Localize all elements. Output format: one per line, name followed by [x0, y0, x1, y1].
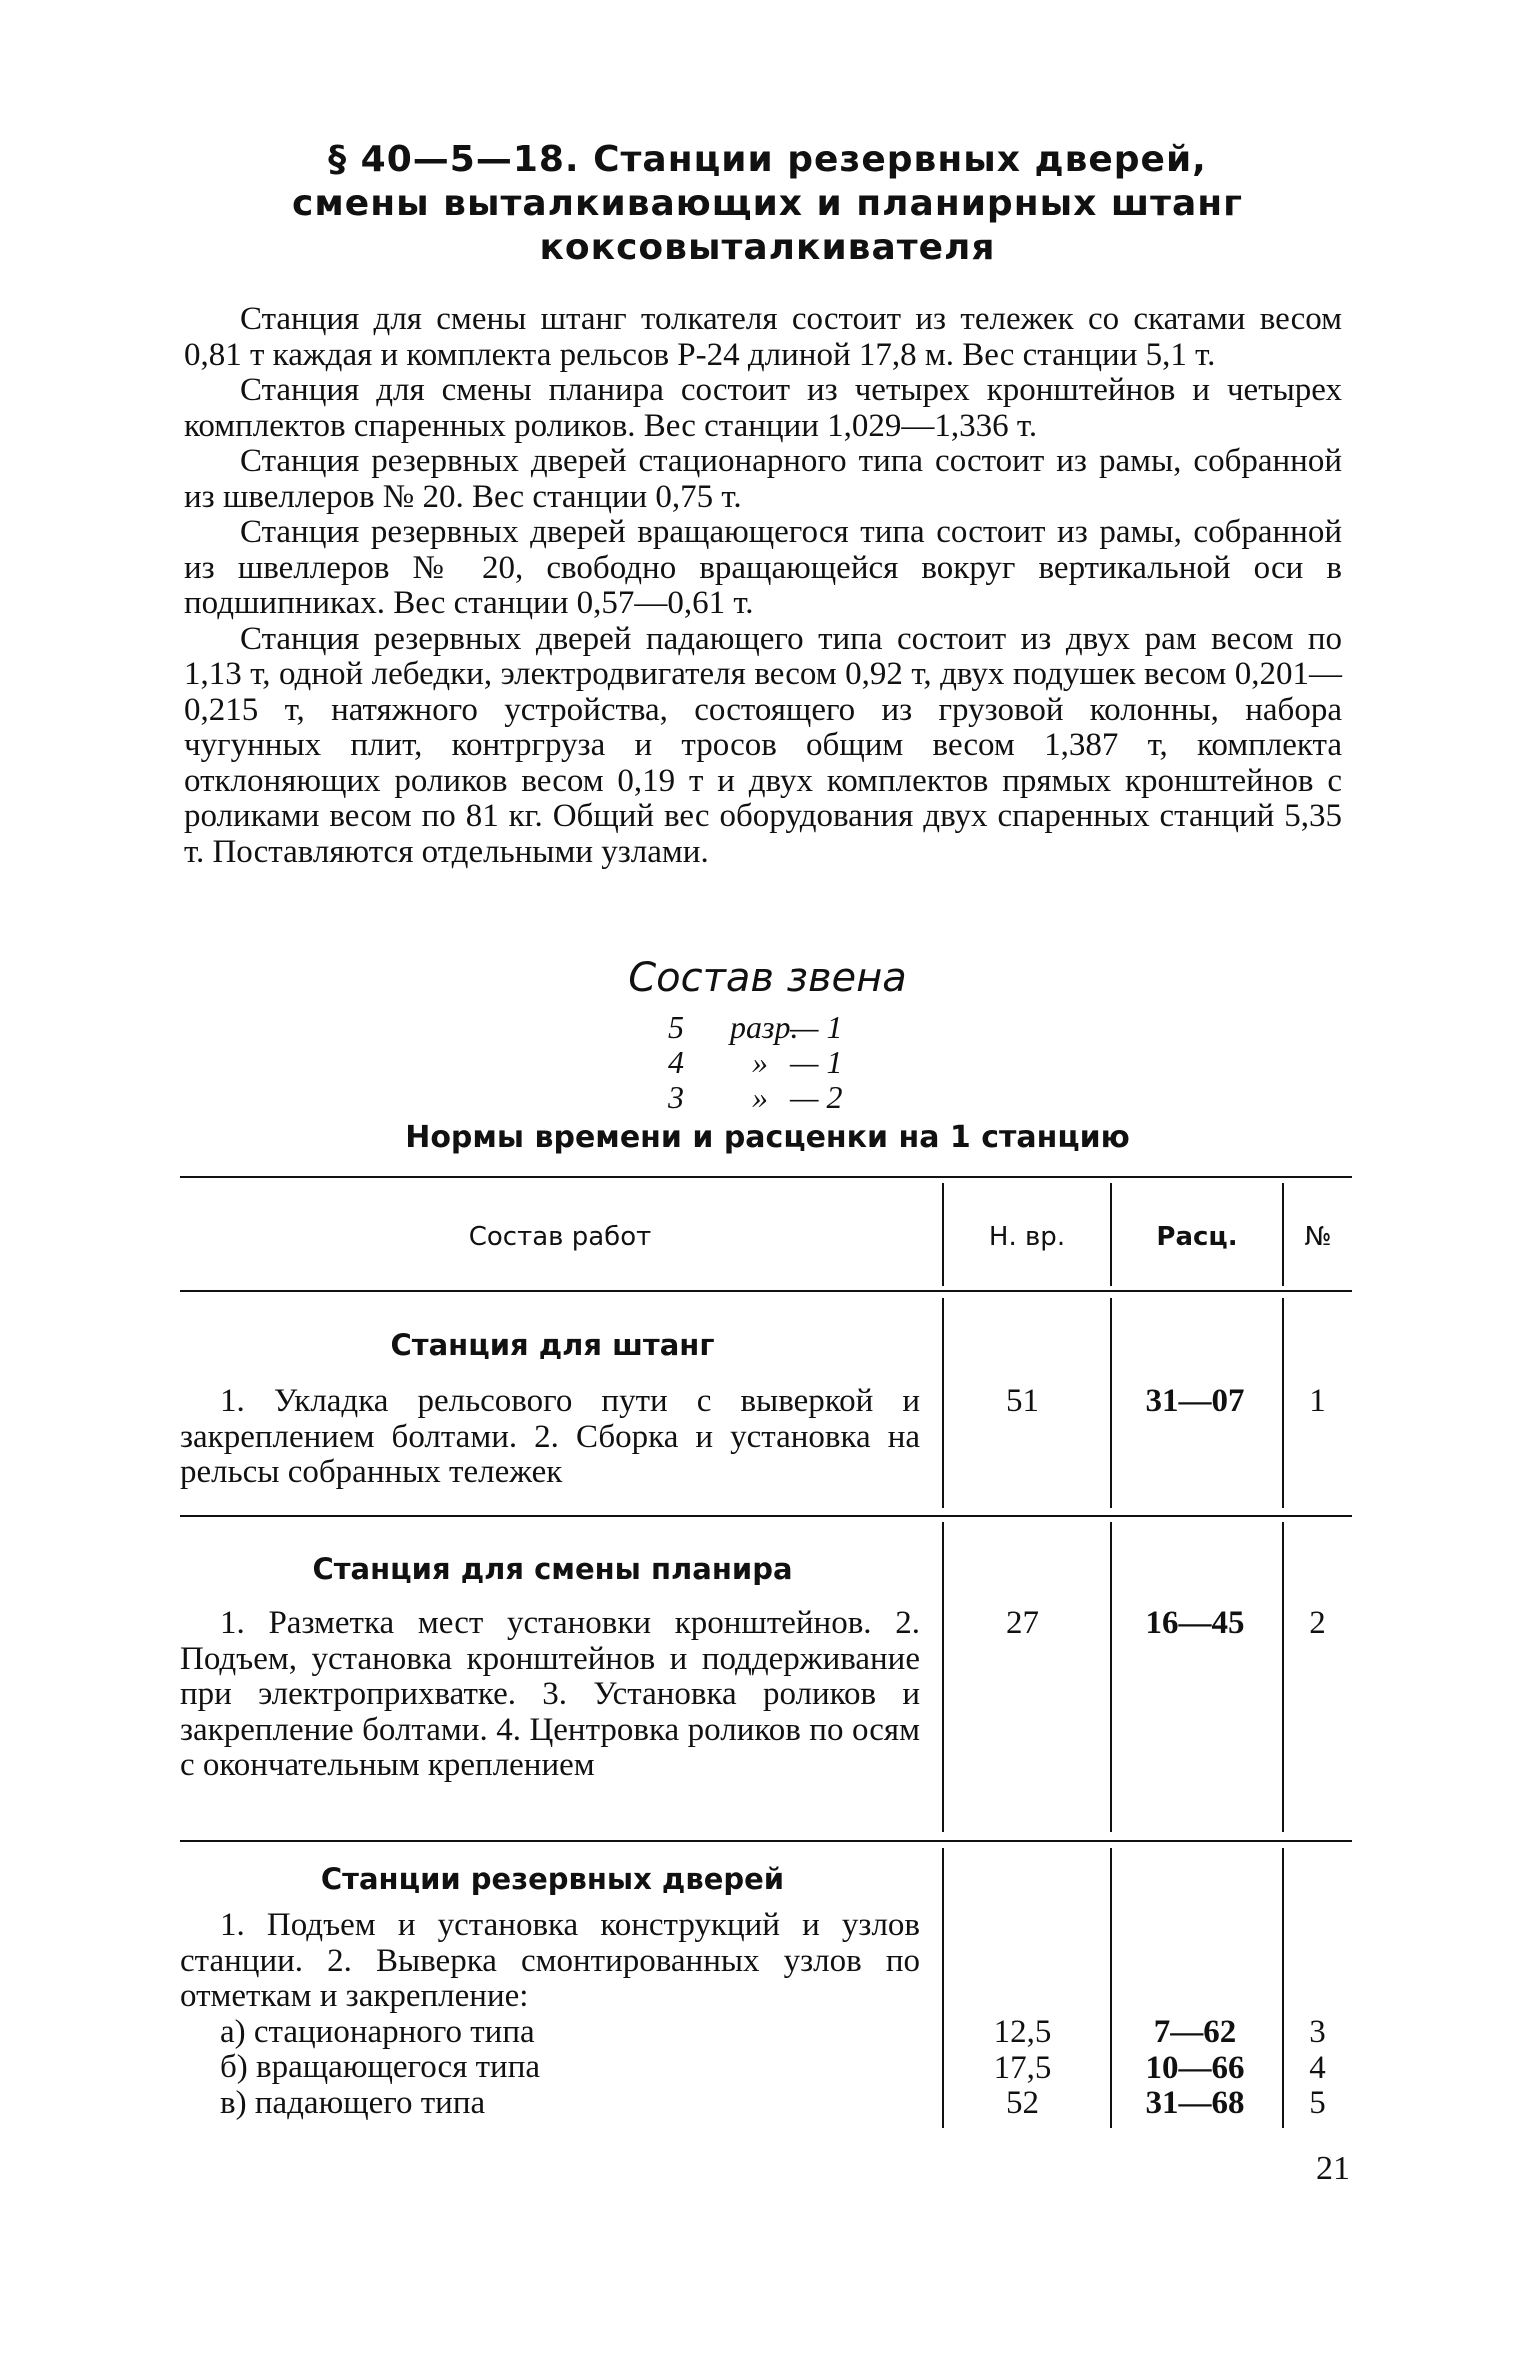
column-rule — [1282, 1848, 1284, 2128]
paragraph: Станция резервных дверей вращающегося типа состоит из рамы, собранной из швеллеров № 20, свободно вращающейся вокруг вертикальной оси в подшипниках. Вес станции 0,57—0,61 т. — [184, 514, 1342, 621]
crew-label: » — [752, 1044, 768, 1080]
column-rule — [942, 1522, 944, 1832]
work-text: 1. Подъем и установка конструкций и узлов станции. 2. Выверка смонтированных узлов по отметкам и закрепление: — [180, 1907, 920, 2014]
row-number-value: 3 — [1309, 2014, 1326, 2050]
section-title — [180, 138, 1355, 270]
crew-title: Состав звена — [628, 955, 907, 1001]
crew-count: — 1 — [790, 1009, 843, 1045]
header-no: № — [1304, 1222, 1332, 1252]
crew-label: разр. — [730, 1009, 799, 1045]
crew-label: » — [752, 1079, 768, 1115]
row-number-value: 4 — [1309, 2049, 1326, 2086]
crew-row — [668, 1080, 888, 1115]
section-heading: Станции резервных дверей — [320, 1862, 785, 1896]
crew-list — [668, 1010, 888, 1115]
column-rule — [1110, 1522, 1112, 1832]
crew-count: — 2 — [790, 1079, 843, 1115]
section-heading: Станция для смены планира — [312, 1552, 793, 1586]
time-norm-value: 12,5 — [993, 2014, 1052, 2050]
crew-row — [668, 1010, 888, 1045]
work-description — [180, 1908, 920, 2121]
header-work: Состав работ — [468, 1222, 652, 1252]
work-description — [180, 1384, 920, 1491]
page-number: 21 — [1316, 2150, 1350, 2187]
norms-title: Нормы времени и расценки на 1 станцию — [405, 1120, 1130, 1155]
price: 16—45 — [1145, 1605, 1245, 1641]
price — [1110, 2015, 1280, 2122]
column-rule — [1282, 1522, 1284, 1832]
title-line-1: § 40—5—18. Станции резервных дверей, — [328, 139, 1207, 180]
section-heading: Станция для штанг — [390, 1328, 715, 1362]
header-price: Расц. — [1156, 1222, 1238, 1252]
time-norm — [940, 2015, 1105, 2122]
work-text: 1. Укладка рельсового пути с выверкой и закреплением болтами. 2. Сборка и установка на рельсы собранных тележек — [180, 1383, 920, 1490]
work-item: в) падающего типа — [220, 2084, 486, 2121]
crew-grade: 3 — [668, 1079, 684, 1115]
time-norm-value: 17,5 — [993, 2049, 1052, 2086]
title-line-2: смены выталкивающих и планирных штанг — [292, 183, 1243, 224]
work-text: 1. Разметка мест установки кронштейнов. 2. Подъем, установка кронштейнов и поддерживание при электроприхватке. 3. Установка роликов и закрепление болтами. 4. Центровка роликов по осям с окончательным креплением — [180, 1605, 920, 1783]
work-item: б) вращающегося типа — [220, 2049, 541, 2085]
row-rule — [180, 1515, 1352, 1517]
header-rule — [180, 1290, 1352, 1292]
time-norm: 27 — [1006, 1605, 1039, 1641]
row-number — [1285, 2015, 1350, 2122]
paragraph: Станция резервных дверей стационарного типа состоит из рамы, собранной из швеллеров № 20. Вес станции 0,75 т. — [184, 443, 1342, 515]
paragraph: Станция для смены штанг толкателя состоит из тележек со скатами весом 0,81 т каждая и комплекта рельсов Р-24 длиной 17,8 м. Вес станции 5,1 т. — [184, 301, 1342, 373]
price-value: 7—62 — [1153, 2014, 1237, 2050]
column-rule — [1282, 1298, 1284, 1508]
row-number: 1 — [1309, 1383, 1326, 1419]
row-number-value: 5 — [1309, 2085, 1326, 2121]
work-item: а) стационарного типа — [220, 2013, 535, 2050]
price: 31—07 — [1145, 1383, 1245, 1419]
paragraph: Станция для смены планира состоит из четырех кронштейнов и четырех комплектов спаренных роликов. Вес станции 1,029—1,336 т. — [184, 372, 1342, 444]
crew-grade: 5 — [668, 1009, 684, 1045]
work-description — [180, 1606, 920, 1784]
row-number: 2 — [1309, 1605, 1326, 1641]
time-norm-value: 52 — [1006, 2085, 1039, 2121]
table-top-rule — [180, 1176, 1352, 1178]
price-value: 31—68 — [1145, 2085, 1245, 2121]
description — [184, 302, 1342, 870]
time-norm: 51 — [1006, 1383, 1039, 1419]
crew-row — [668, 1045, 888, 1080]
price-value: 10—66 — [1145, 2049, 1245, 2086]
header-time: Н. вр. — [988, 1222, 1066, 1252]
row-rule — [180, 1840, 1352, 1842]
crew-count: — 1 — [790, 1044, 843, 1080]
title-line-3: коксовыталкивателя — [539, 227, 996, 268]
crew-grade: 4 — [668, 1044, 684, 1080]
paragraph: Станция резервных дверей падающего типа состоит из двух рам весом по 1,13 т, одной лебедки, электродвигателя весом 0,92 т, двух подушек весом 0,201—0,215 т, натяжного устройства, состоящего из грузовой колонны, набора чугунных плит, контргруза и тросов общим весом 1,387 т, комплекта отклоняющих роликов весом 0,19 т и двух комплектов прямых кронштейнов с роликами весом по 81 кг. Общий вес оборудования двух спаренных станций 5,35 т. Поставляются отдельными узлами. — [184, 620, 1342, 870]
